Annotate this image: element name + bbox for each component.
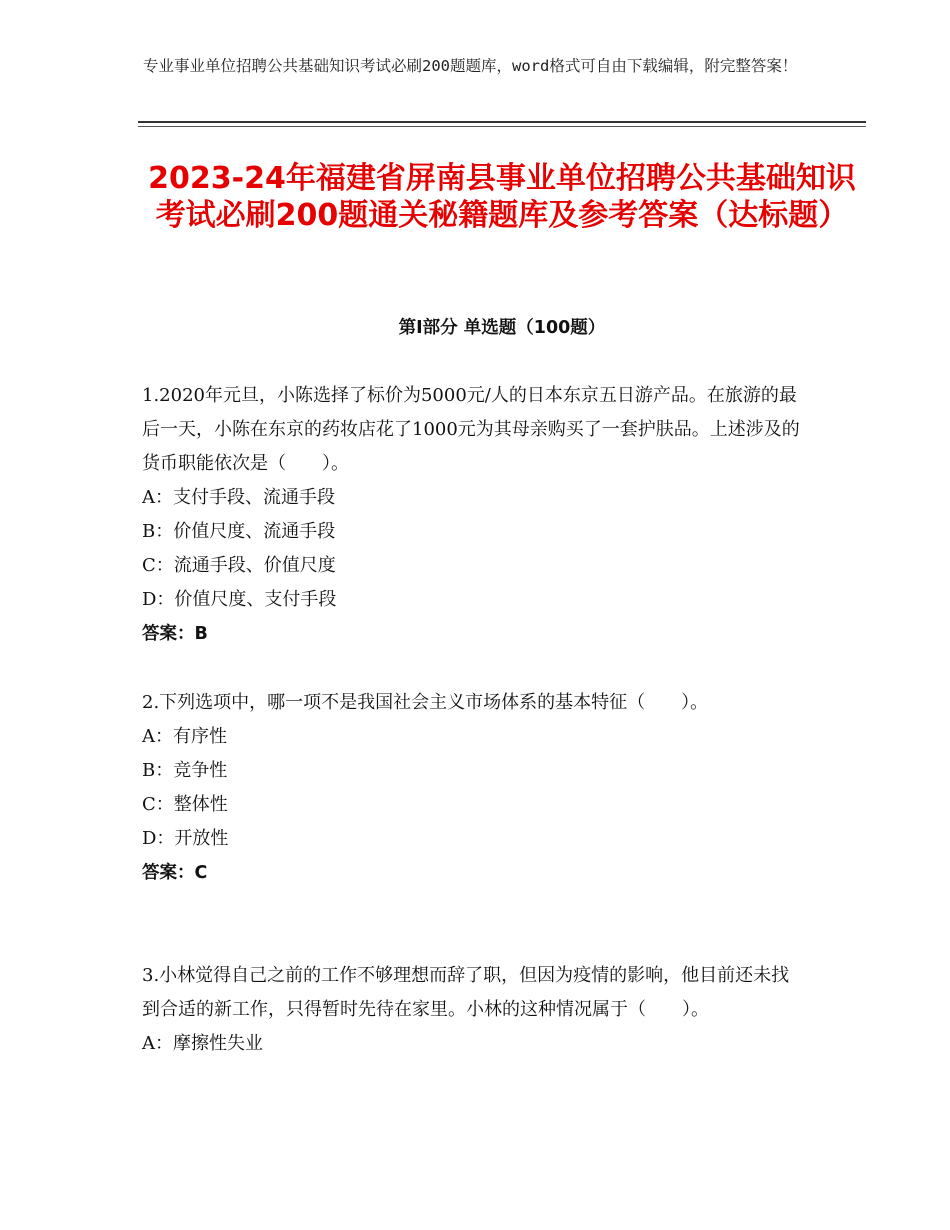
answer-label: 答案： [142,624,195,644]
question-1 [142,379,802,651]
question-stem: 1.2020年元旦，小陈选择了标价为5000元/人的日本东京五日游产品。在旅游的最后一天，小陈在东京的药妆店花了1000元为其母亲购买了一套护肤品。上述涉及的货币职能依次是（ ）。 [142,385,800,474]
option-d: D：开放性 [142,828,229,849]
document-title: 2023-24年福建省屏南县事业单位招聘公共基础知识考试必刷200题通关秘籍题库及参考答案（达标题） [148,161,856,233]
option-b: B：价值尺度、流通手段 [142,521,336,542]
option-a: A：摩擦性失业 [142,1033,263,1054]
option-c: C：流通手段、价值尺度 [142,555,336,576]
answer-value: C [194,863,208,883]
question-2 [142,686,802,890]
answer-label: 答案： [142,863,195,883]
header-divider-thick [138,121,866,123]
question-3 [142,959,802,1061]
option-c: C：整体性 [142,794,228,815]
question-stem: 3.小林觉得自己之前的工作不够理想而辞了职，但因为疫情的影响，他目前还未找到合适的新工作，只得暂时先待在家里。小林的这种情况属于（ ）。 [142,965,790,1020]
answer-line [142,856,802,890]
option-d: D：价值尺度、支付手段 [142,589,337,610]
option-a: A：支付手段、流通手段 [142,487,335,508]
answer-line [142,617,802,651]
section-title: 第Ⅰ部分 单选题（100题） [398,318,606,338]
question-stem: 2.下列选项中，哪一项不是我国社会主义市场体系的基本特征（ ）。 [142,692,709,713]
option-b: B：竞争性 [142,760,228,781]
header-divider-thin [138,126,866,127]
header-note: 专业事业单位招聘公共基础知识考试必刷200题题库，word格式可自由下载编辑，附完整答案！ [143,57,798,75]
option-a: A：有序性 [142,726,227,747]
answer-value: B [194,624,208,644]
